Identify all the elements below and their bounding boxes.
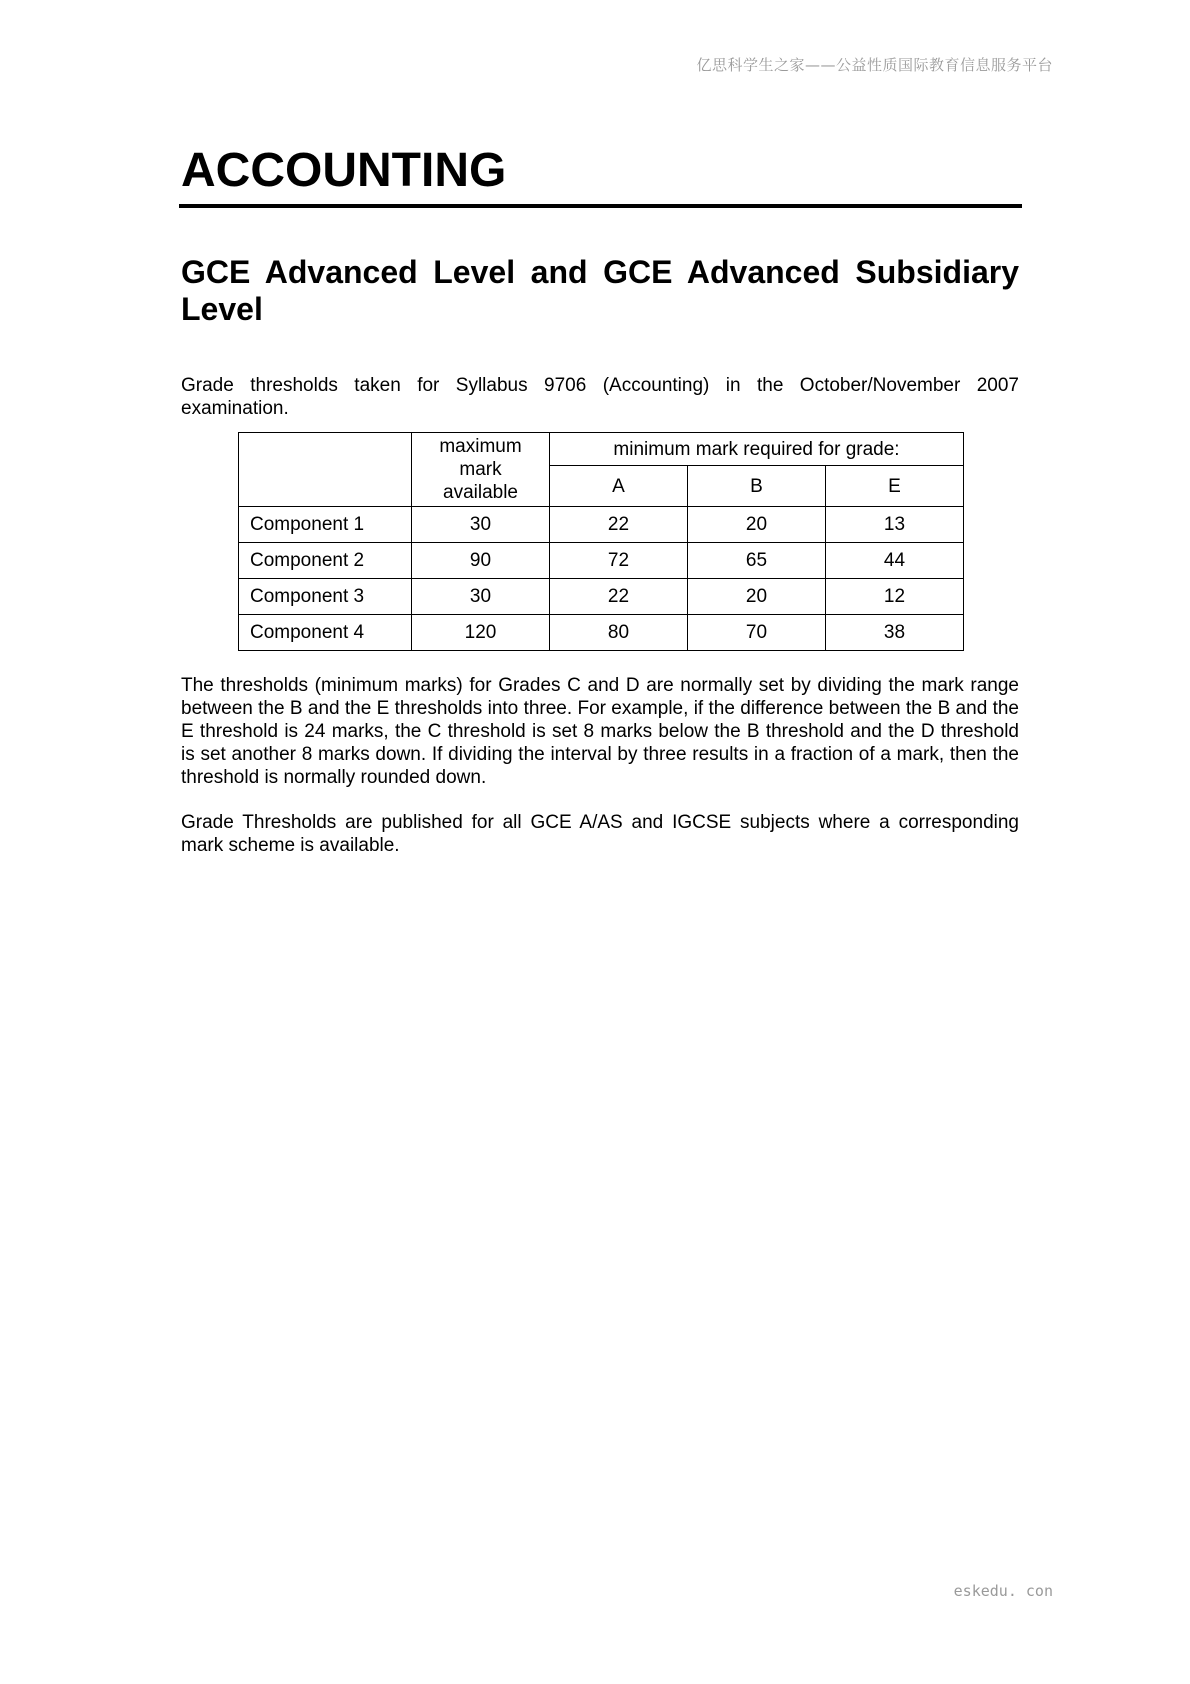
grade-a-cell: 80 (550, 615, 688, 651)
grade-e-cell: 44 (826, 543, 964, 579)
grade-a-cell: 22 (550, 507, 688, 543)
document-title: ACCOUNTING (179, 140, 1022, 208)
grade-threshold-table (238, 432, 964, 651)
grade-b-cell: 20 (688, 507, 826, 543)
header-grade-a: A (550, 466, 688, 507)
max-mark-cell: 90 (412, 543, 550, 579)
grade-b-cell: 70 (688, 615, 826, 651)
header-grade-e: E (826, 466, 964, 507)
header-max-mark: maximum mark available (412, 433, 550, 507)
component-label: Component 3 (239, 579, 412, 615)
footer-watermark: eskedu. con (953, 1582, 1053, 1600)
max-mark-cell: 30 (412, 507, 550, 543)
grade-a-cell: 72 (550, 543, 688, 579)
grade-b-cell: 20 (688, 579, 826, 615)
table-row (239, 507, 964, 543)
component-label: Component 1 (239, 507, 412, 543)
document-subtitle: GCE Advanced Level and GCE Advanced Subsidiary Level (181, 254, 1019, 327)
grade-e-cell: 12 (826, 579, 964, 615)
grade-a-cell: 22 (550, 579, 688, 615)
component-label: Component 2 (239, 543, 412, 579)
component-label: Component 4 (239, 615, 412, 651)
table-row (239, 615, 964, 651)
table-row (239, 543, 964, 579)
header-empty-cell (239, 433, 412, 507)
publication-note-paragraph: Grade Thresholds are published for all GCE A/AS and IGCSE subjects where a corresponding mark scheme is available. (181, 812, 1019, 856)
header-grade-b: B (688, 466, 826, 507)
document-body (181, 140, 1019, 857)
intro-paragraph: Grade thresholds taken for Syllabus 9706 (Accounting) in the October/November 2007 examination. (181, 375, 1019, 419)
table-header-row (239, 433, 964, 466)
max-mark-cell: 120 (412, 615, 550, 651)
grade-b-cell: 65 (688, 543, 826, 579)
header-min-mark: minimum mark required for grade: (550, 433, 964, 466)
header-watermark: 亿思科学生之家——公益性质国际教育信息服务平台 (696, 56, 1053, 74)
grade-e-cell: 13 (826, 507, 964, 543)
grade-e-cell: 38 (826, 615, 964, 651)
max-mark-cell: 30 (412, 579, 550, 615)
thresholds-explanation-paragraph: The thresholds (minimum marks) for Grades C and D are normally set by dividing the mark range between the B and the E thresholds into three. For example, if the difference between the B and the E threshold is 24 marks, the C threshold is set 8 marks below the B threshold and the D threshold is set another 8 marks down. If dividing the interval by three results in a fraction of a mark, then the threshold is normally rounded down. (181, 675, 1019, 788)
table-row (239, 579, 964, 615)
